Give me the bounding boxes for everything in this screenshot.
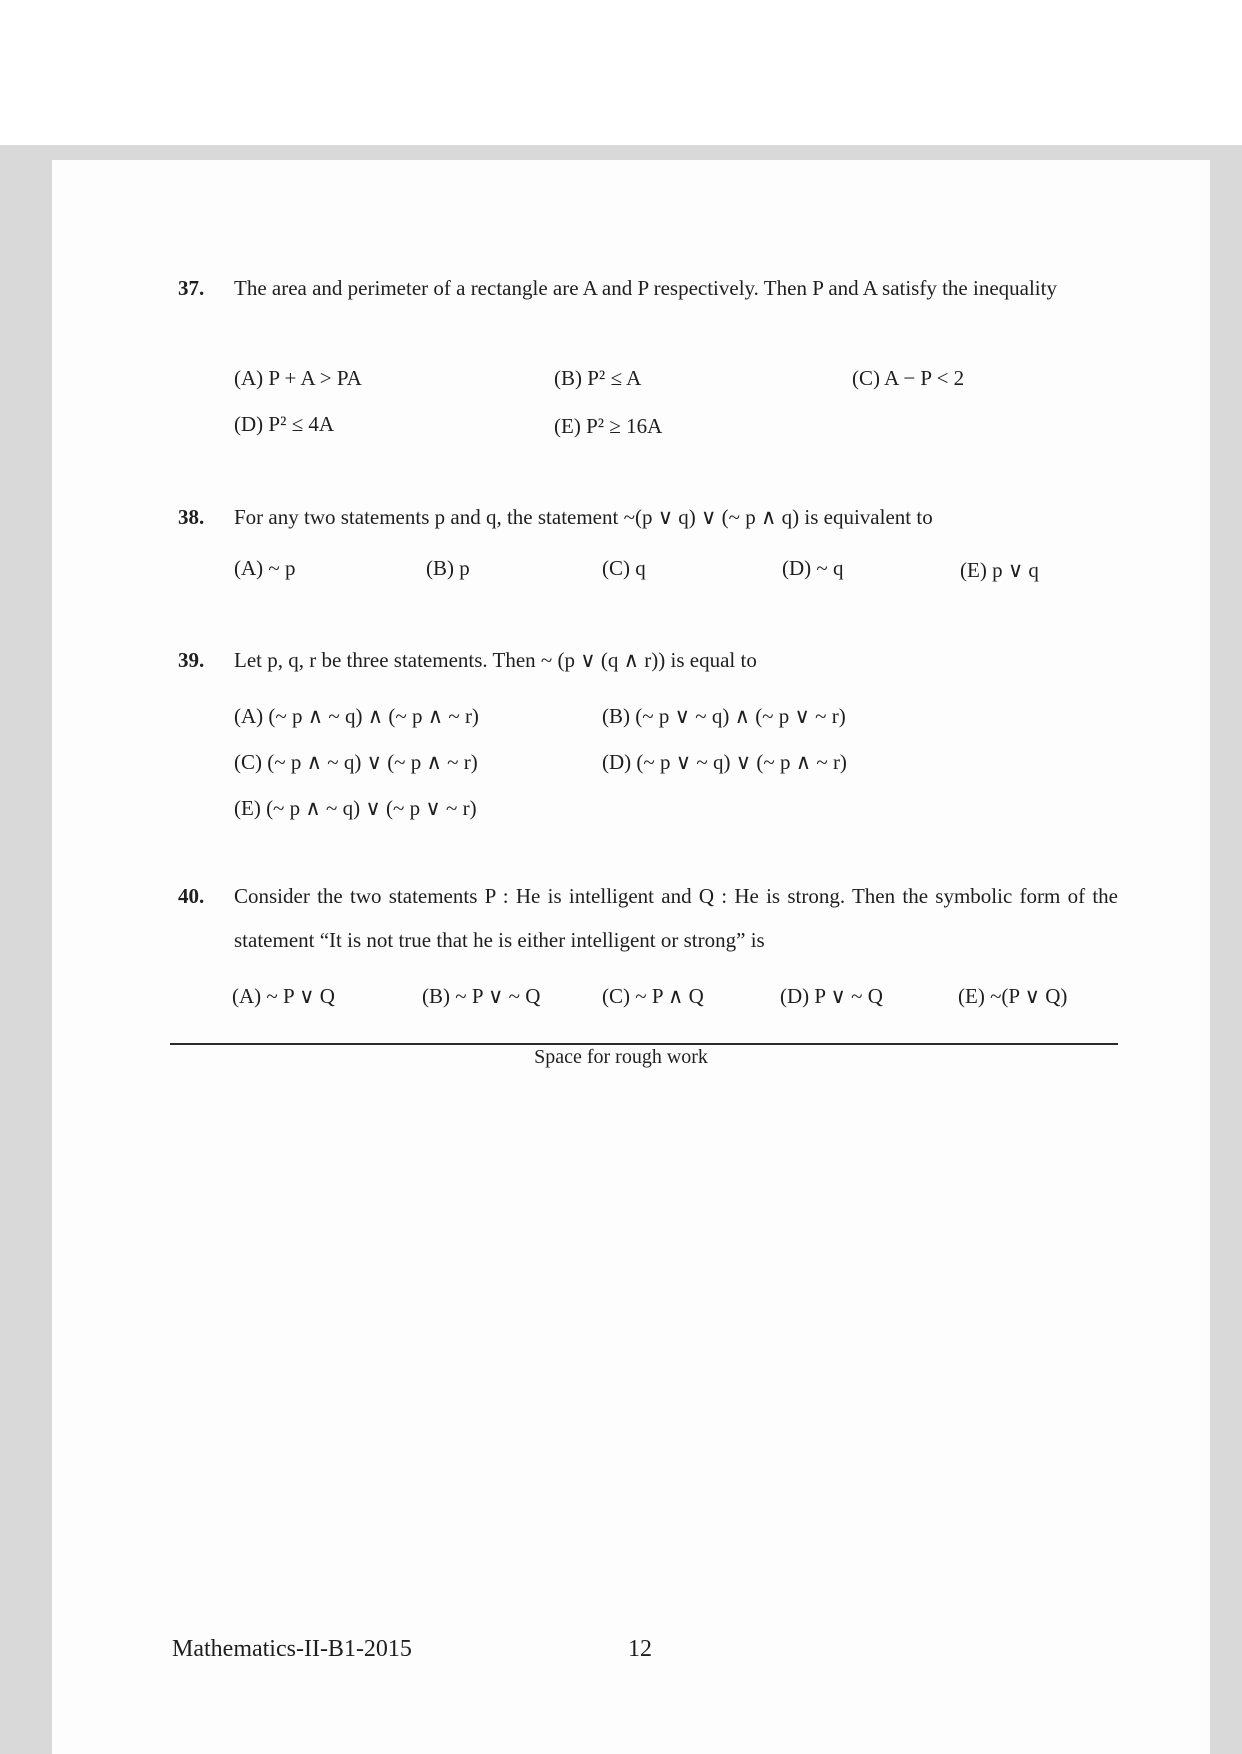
option-d: (D) P ∨ ~ Q xyxy=(780,984,883,1008)
option-b: (B) ~ P ∨ ~ Q xyxy=(422,984,541,1008)
page-number: 12 xyxy=(628,1636,652,1662)
paper-code: Mathematics-II-B1-2015 xyxy=(172,1636,412,1662)
rough-work-label: Space for rough work xyxy=(534,1046,708,1068)
question-text: Let p, q, r be three statements. Then ~ (p ∨ (q ∧ r)) is equal to xyxy=(234,648,757,672)
option-b: (B) (~ p ∨ ~ q) ∧ (~ p ∨ ~ r) xyxy=(602,704,846,728)
option-e: (E) P² ≥ 16A xyxy=(554,414,663,438)
option-d: (D) (~ p ∨ ~ q) ∨ (~ p ∧ ~ r) xyxy=(602,750,847,774)
question-text: For any two statements p and q, the statement ~(p ∨ q) ∨ (~ p ∧ q) is equivalent to xyxy=(234,505,933,529)
question-text: The area and perimeter of a rectangle are A and P respectively. Then P and A satisfy the inequality xyxy=(234,276,1057,300)
option-b: (B) P² ≤ A xyxy=(554,366,642,390)
option-e: (E) p ∨ q xyxy=(960,558,1039,582)
option-d: (D) P² ≤ 4A xyxy=(234,412,335,436)
option-a: (A) P + A > PA xyxy=(234,366,362,390)
option-c: (C) ~ P ∧ Q xyxy=(602,984,704,1008)
option-d: (D) ~ q xyxy=(782,556,844,580)
option-a: (A) (~ p ∧ ~ q) ∧ (~ p ∧ ~ r) xyxy=(234,704,479,728)
option-e: (E) ~(P ∨ Q) xyxy=(958,984,1068,1008)
question-number: 38. xyxy=(178,505,205,529)
question-number: 39. xyxy=(178,648,205,672)
option-c: (C) A − P < 2 xyxy=(852,366,965,390)
option-e: (E) (~ p ∧ ~ q) ∨ (~ p ∨ ~ r) xyxy=(234,796,477,820)
option-b: (B) p xyxy=(426,556,470,580)
option-c: (C) q xyxy=(602,556,646,580)
question-number: 37. xyxy=(178,276,205,300)
option-a: (A) ~ p xyxy=(234,556,296,580)
question-text: Consider the two statements P : He is intelligent and Q : He is strong. Then the symbolic form of the statement “It is not true that he is either intelligent or strong” is xyxy=(234,884,1118,952)
option-a: (A) ~ P ∨ Q xyxy=(232,984,335,1008)
option-c: (C) (~ p ∧ ~ q) ∨ (~ p ∧ ~ r) xyxy=(234,750,478,774)
question-number: 40. xyxy=(178,884,205,908)
rough-work-divider xyxy=(170,1043,1118,1045)
